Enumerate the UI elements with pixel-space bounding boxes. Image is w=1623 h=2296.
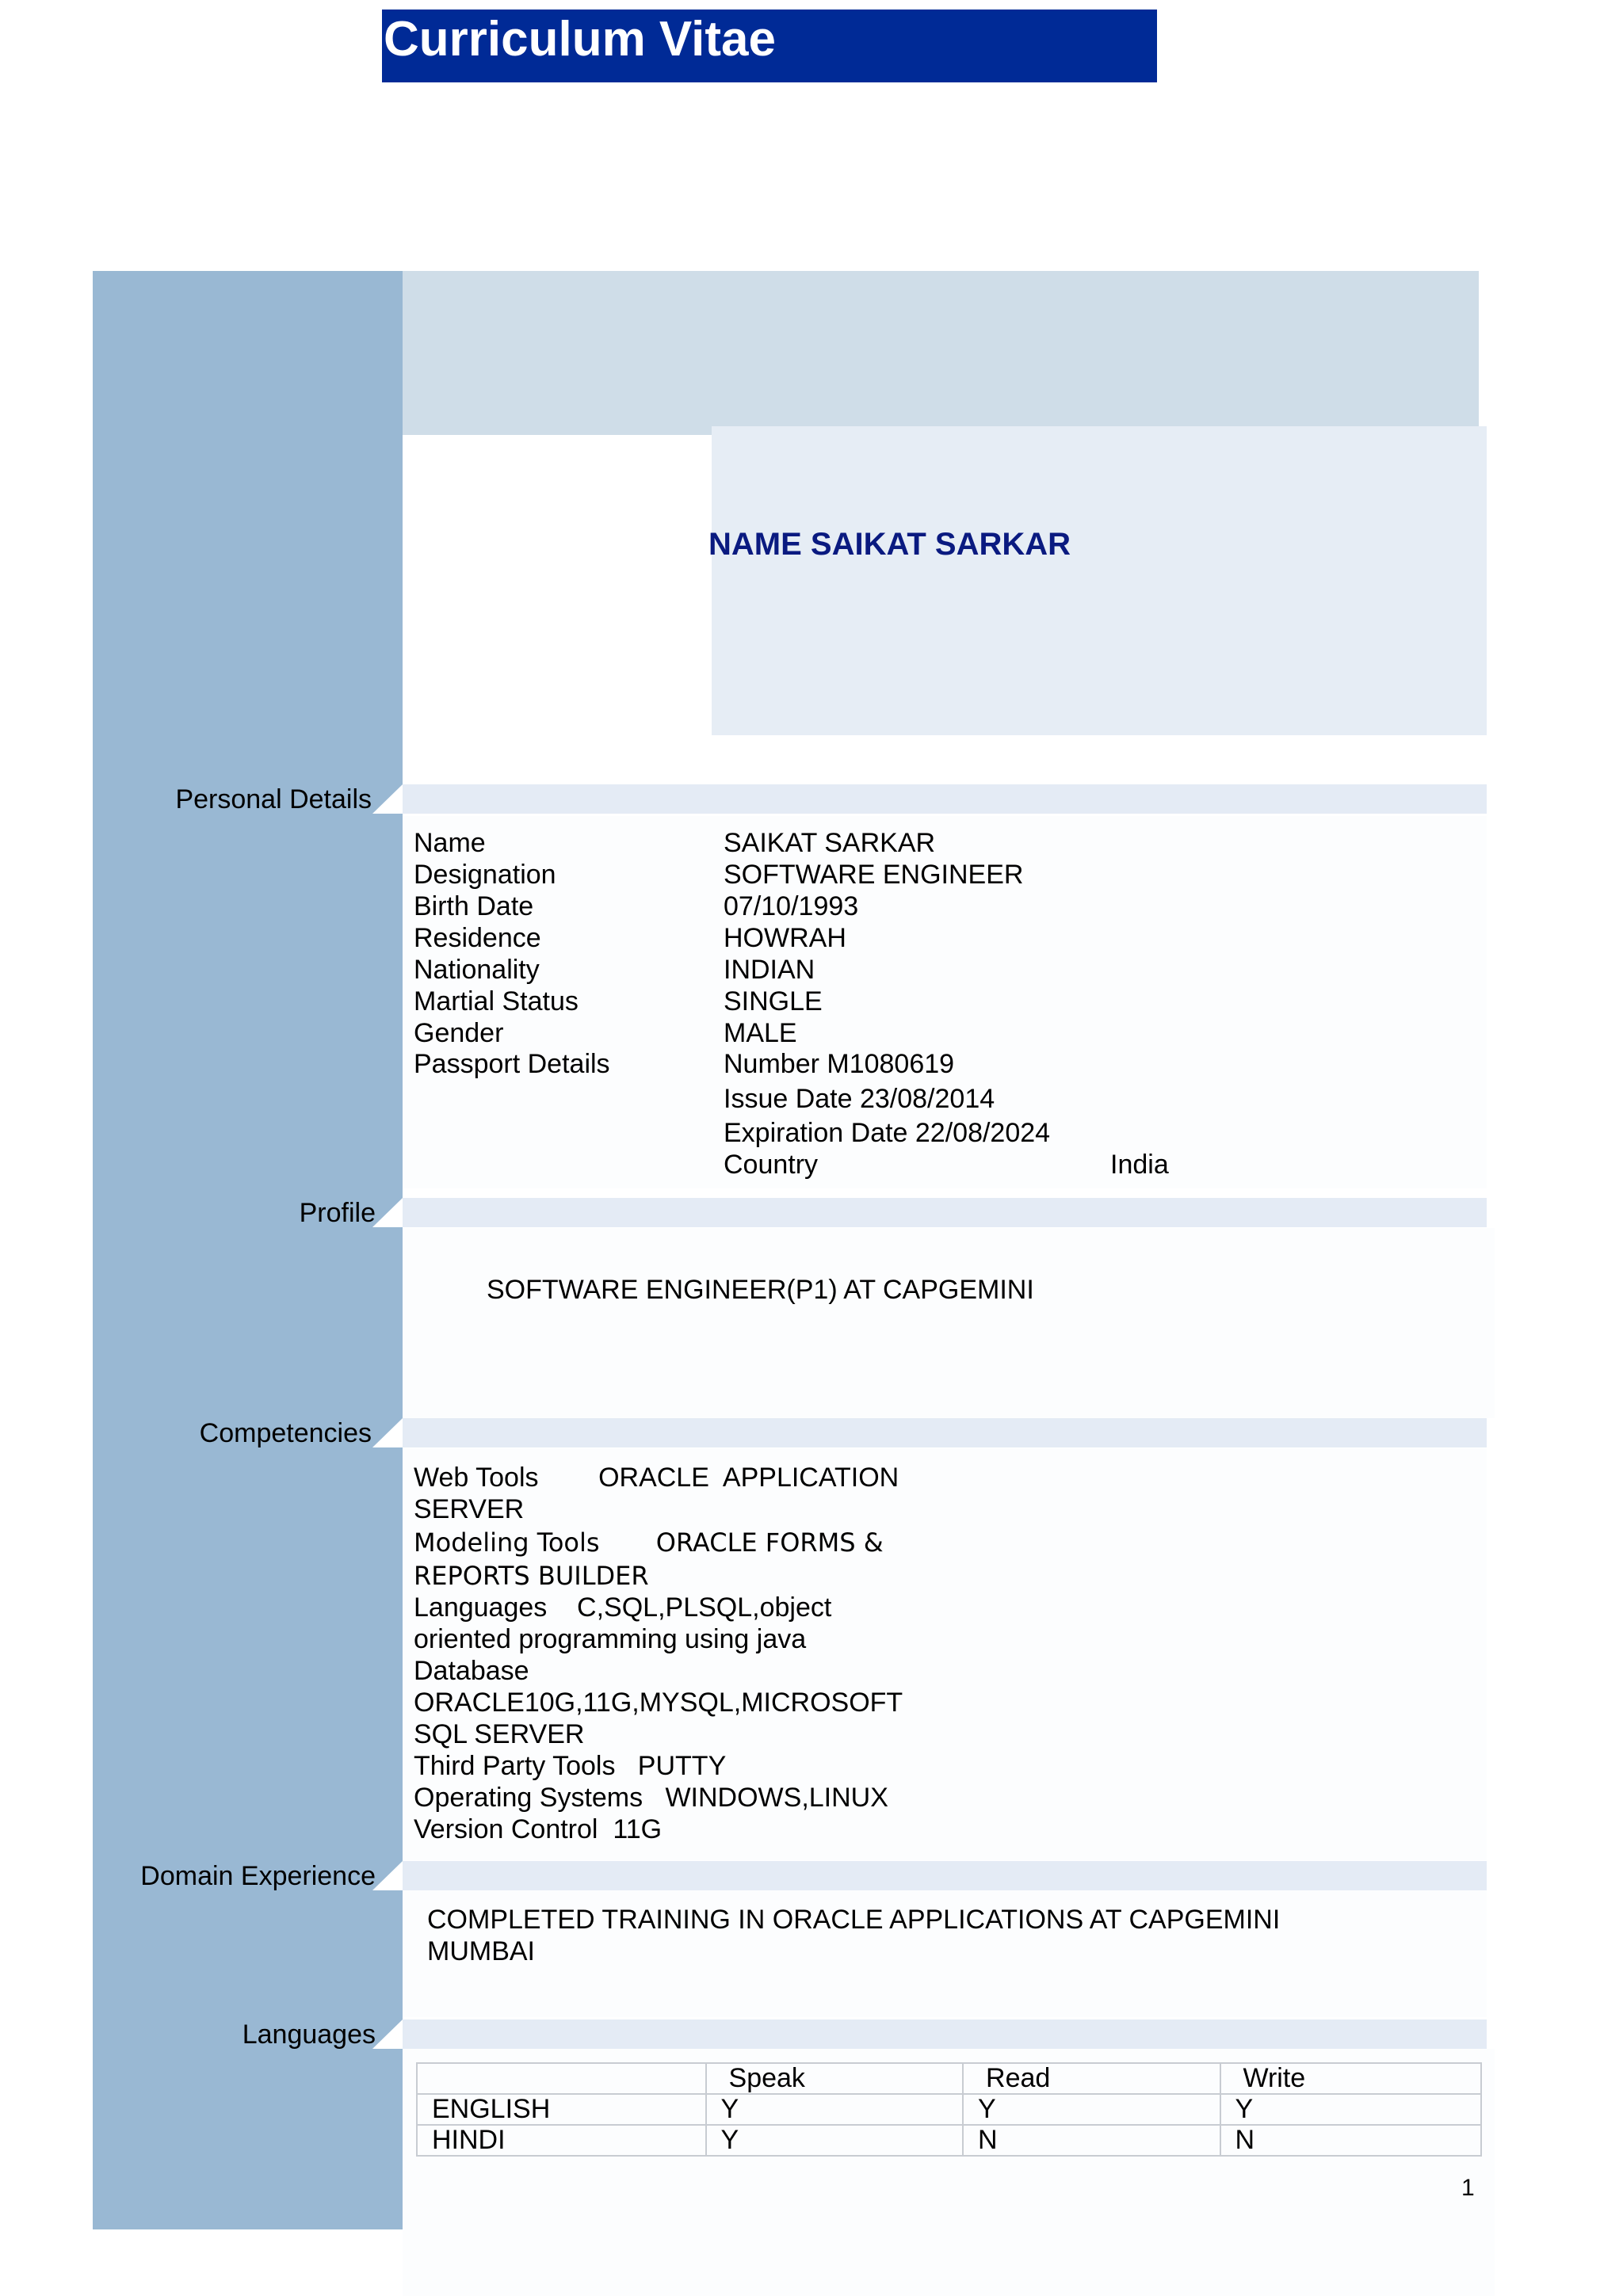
section-notch <box>372 2019 403 2049</box>
detail-label: Nationality <box>414 955 540 985</box>
competency-line: Web Tools ORACLE APPLICATION <box>414 1463 899 1493</box>
detail-value: SOFTWARE ENGINEER <box>724 860 1024 890</box>
detail-label: Gender <box>414 1018 504 1048</box>
section-label-competencies: Competencies <box>199 1418 372 1448</box>
table-header-cell <box>417 2063 706 2094</box>
table-header-cell: Read <box>963 2063 1220 2094</box>
banner-name-box <box>712 426 1487 735</box>
passport-country-label: Country <box>724 1150 819 1180</box>
table-cell: HINDI <box>417 2125 706 2156</box>
sidebar <box>93 271 403 2229</box>
detail-value: 07/10/1993 <box>724 891 859 921</box>
table-header-row <box>417 2063 1481 2094</box>
competency-line: SERVER <box>414 1494 525 1524</box>
detail-label: Name <box>414 828 486 858</box>
section-label-languages: Languages <box>242 2019 376 2050</box>
section-bar-languages <box>403 2019 1487 2049</box>
section-bar-profile <box>403 1198 1487 1227</box>
competency-line: Third Party Tools PUTTY <box>414 1751 727 1781</box>
competency-line: ORACLE10G,11G,MYSQL,MICROSOFT <box>414 1688 903 1718</box>
competency-line: Modeling Tools ORACLE FORMS & <box>414 1527 884 1558</box>
document-title: Curriculum Vitae <box>384 12 777 67</box>
profile-panel <box>403 1228 1495 1418</box>
table-cell: N <box>1220 2125 1482 2156</box>
table-cell: Y <box>1220 2094 1482 2125</box>
competency-line: Version Control 11G <box>414 1814 663 1844</box>
competency-line: Languages C,SQL,PLSQL,object <box>414 1592 832 1623</box>
detail-label: Birth Date <box>414 891 534 921</box>
profile-text: SOFTWARE ENGINEER(P1) AT CAPGEMINI <box>487 1275 1034 1305</box>
detail-value: HOWRAH <box>724 923 846 953</box>
detail-value: SINGLE <box>724 986 823 1016</box>
detail-label: Martial Status <box>414 986 579 1016</box>
passport-country-value: India <box>1110 1150 1169 1180</box>
detail-value: SAIKAT SARKAR <box>724 828 936 858</box>
table-header-cell: Speak <box>706 2063 964 2094</box>
detail-label: Designation <box>414 860 556 890</box>
competency-line: Database <box>414 1656 529 1686</box>
table-cell: N <box>963 2125 1220 2156</box>
competency-line: SQL SERVER <box>414 1719 585 1749</box>
table-cell: Y <box>963 2094 1220 2125</box>
detail-value: MALE <box>724 1018 797 1048</box>
section-label-domain: Domain Experience <box>140 1861 376 1891</box>
banner-top <box>403 271 1479 435</box>
detail-label: Residence <box>414 923 541 953</box>
languages-table <box>416 2062 1482 2157</box>
section-bar-competencies <box>403 1418 1487 1447</box>
table-cell: Y <box>706 2094 964 2125</box>
section-label-profile: Profile <box>299 1198 376 1228</box>
table-cell: Y <box>706 2125 964 2156</box>
page-number: 1 <box>1461 2175 1475 2201</box>
detail-value: INDIAN <box>724 955 815 985</box>
section-bar-domain <box>403 1861 1487 1890</box>
table-cell: ENGLISH <box>417 2094 706 2125</box>
table-header-cell: Write <box>1220 2063 1482 2094</box>
passport-issue: Issue Date 23/08/2014 <box>724 1084 995 1114</box>
competency-line: Operating Systems WINDOWS,LINUX <box>414 1783 888 1813</box>
domain-line: COMPLETED TRAINING IN ORACLE APPLICATIONS AT CAPGEMINI <box>427 1905 1281 1935</box>
section-bar-personal <box>403 784 1487 814</box>
detail-label: Passport Details <box>414 1049 610 1079</box>
section-notch <box>372 1418 403 1447</box>
competency-line: oriented programming using java <box>414 1624 807 1654</box>
passport-expiration: Expiration Date 22/08/2024 <box>724 1118 1051 1148</box>
section-notch <box>372 784 403 814</box>
domain-line: MUMBAI <box>427 1936 535 1966</box>
table-row <box>417 2094 1481 2125</box>
section-notch <box>372 1198 403 1227</box>
section-notch <box>372 1861 403 1890</box>
name-heading: NAME SAIKAT SARKAR <box>708 527 1071 562</box>
competency-line: REPORTS BUILDER <box>414 1561 649 1591</box>
section-label-personal: Personal Details <box>175 784 372 814</box>
table-row <box>417 2125 1481 2156</box>
detail-value: Number M1080619 <box>724 1049 955 1079</box>
